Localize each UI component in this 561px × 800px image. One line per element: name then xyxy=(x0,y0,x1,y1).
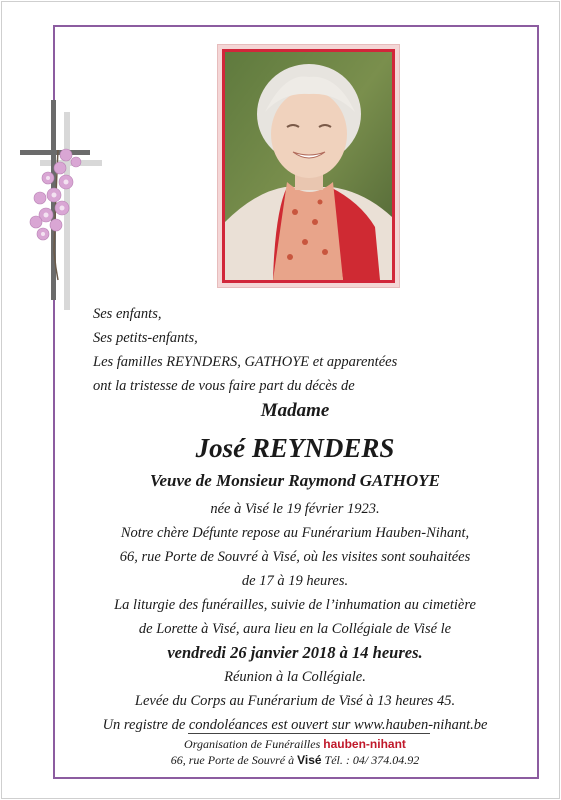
body-line-hours: de 17 à 19 heures. xyxy=(241,573,349,589)
cross-with-orchid-icon xyxy=(18,100,108,310)
body-line-address: 66, rue Porte de Souvré à Visé, où les visites sont souhaitées xyxy=(119,549,471,565)
footer-org-prefix: Organisation de Funérailles xyxy=(184,737,321,751)
deceased-name: José REYNDERS xyxy=(195,433,395,463)
footer-addr-city: Visé xyxy=(297,753,322,767)
portrait-photo xyxy=(222,49,395,283)
brand-logo: hauben-nihant xyxy=(323,737,406,751)
footer-address xyxy=(53,753,537,768)
body-line-meeting: Réunion à la Collégiale. xyxy=(224,669,366,685)
intro-line-announcement: ont la tristesse de vous faire part du décès de xyxy=(93,378,355,394)
deceased-title: Madame xyxy=(260,400,330,421)
deceased-widow: Veuve de Monsieur Raymond GATHOYE xyxy=(150,471,440,490)
body-line-church: de Lorette à Visé, aura lieu en la Collégiale de Visé le xyxy=(138,621,452,637)
portrait-image-icon xyxy=(225,52,392,280)
intro-line-families: Les familles REYNDERS, GATHOYE et apparentées xyxy=(93,354,398,370)
footer-organisation xyxy=(53,737,537,752)
ceremony-date: vendredi 26 janvier 2018 à 14 heures. xyxy=(167,643,423,662)
footer-phone: Tél. : 04/ 374.04.92 xyxy=(324,753,420,767)
body-line-liturgy: La liturgie des funérailles, suivie de l’inhumation au cimetière xyxy=(114,597,476,613)
intro-line-grandchildren: Ses petits-enfants, xyxy=(93,330,198,346)
condolence-register: Un registre de condoléances est ouvert sur www.hauben-nihant.be xyxy=(102,717,488,733)
footer-divider xyxy=(188,733,430,734)
footer-addr-prefix: 66, rue Porte de Souvré à xyxy=(170,753,295,767)
body-line-departure: Levée du Corps au Funérarium de Visé à 13 heures 45. xyxy=(134,693,456,709)
portrait-frame xyxy=(217,44,400,288)
body-line-rest: Notre chère Défunte repose au Funérarium Hauben-Nihant, xyxy=(120,525,470,541)
deceased-born: née à Visé le 19 février 1923. xyxy=(210,501,380,517)
intro-line-children: Ses enfants, xyxy=(93,306,162,322)
